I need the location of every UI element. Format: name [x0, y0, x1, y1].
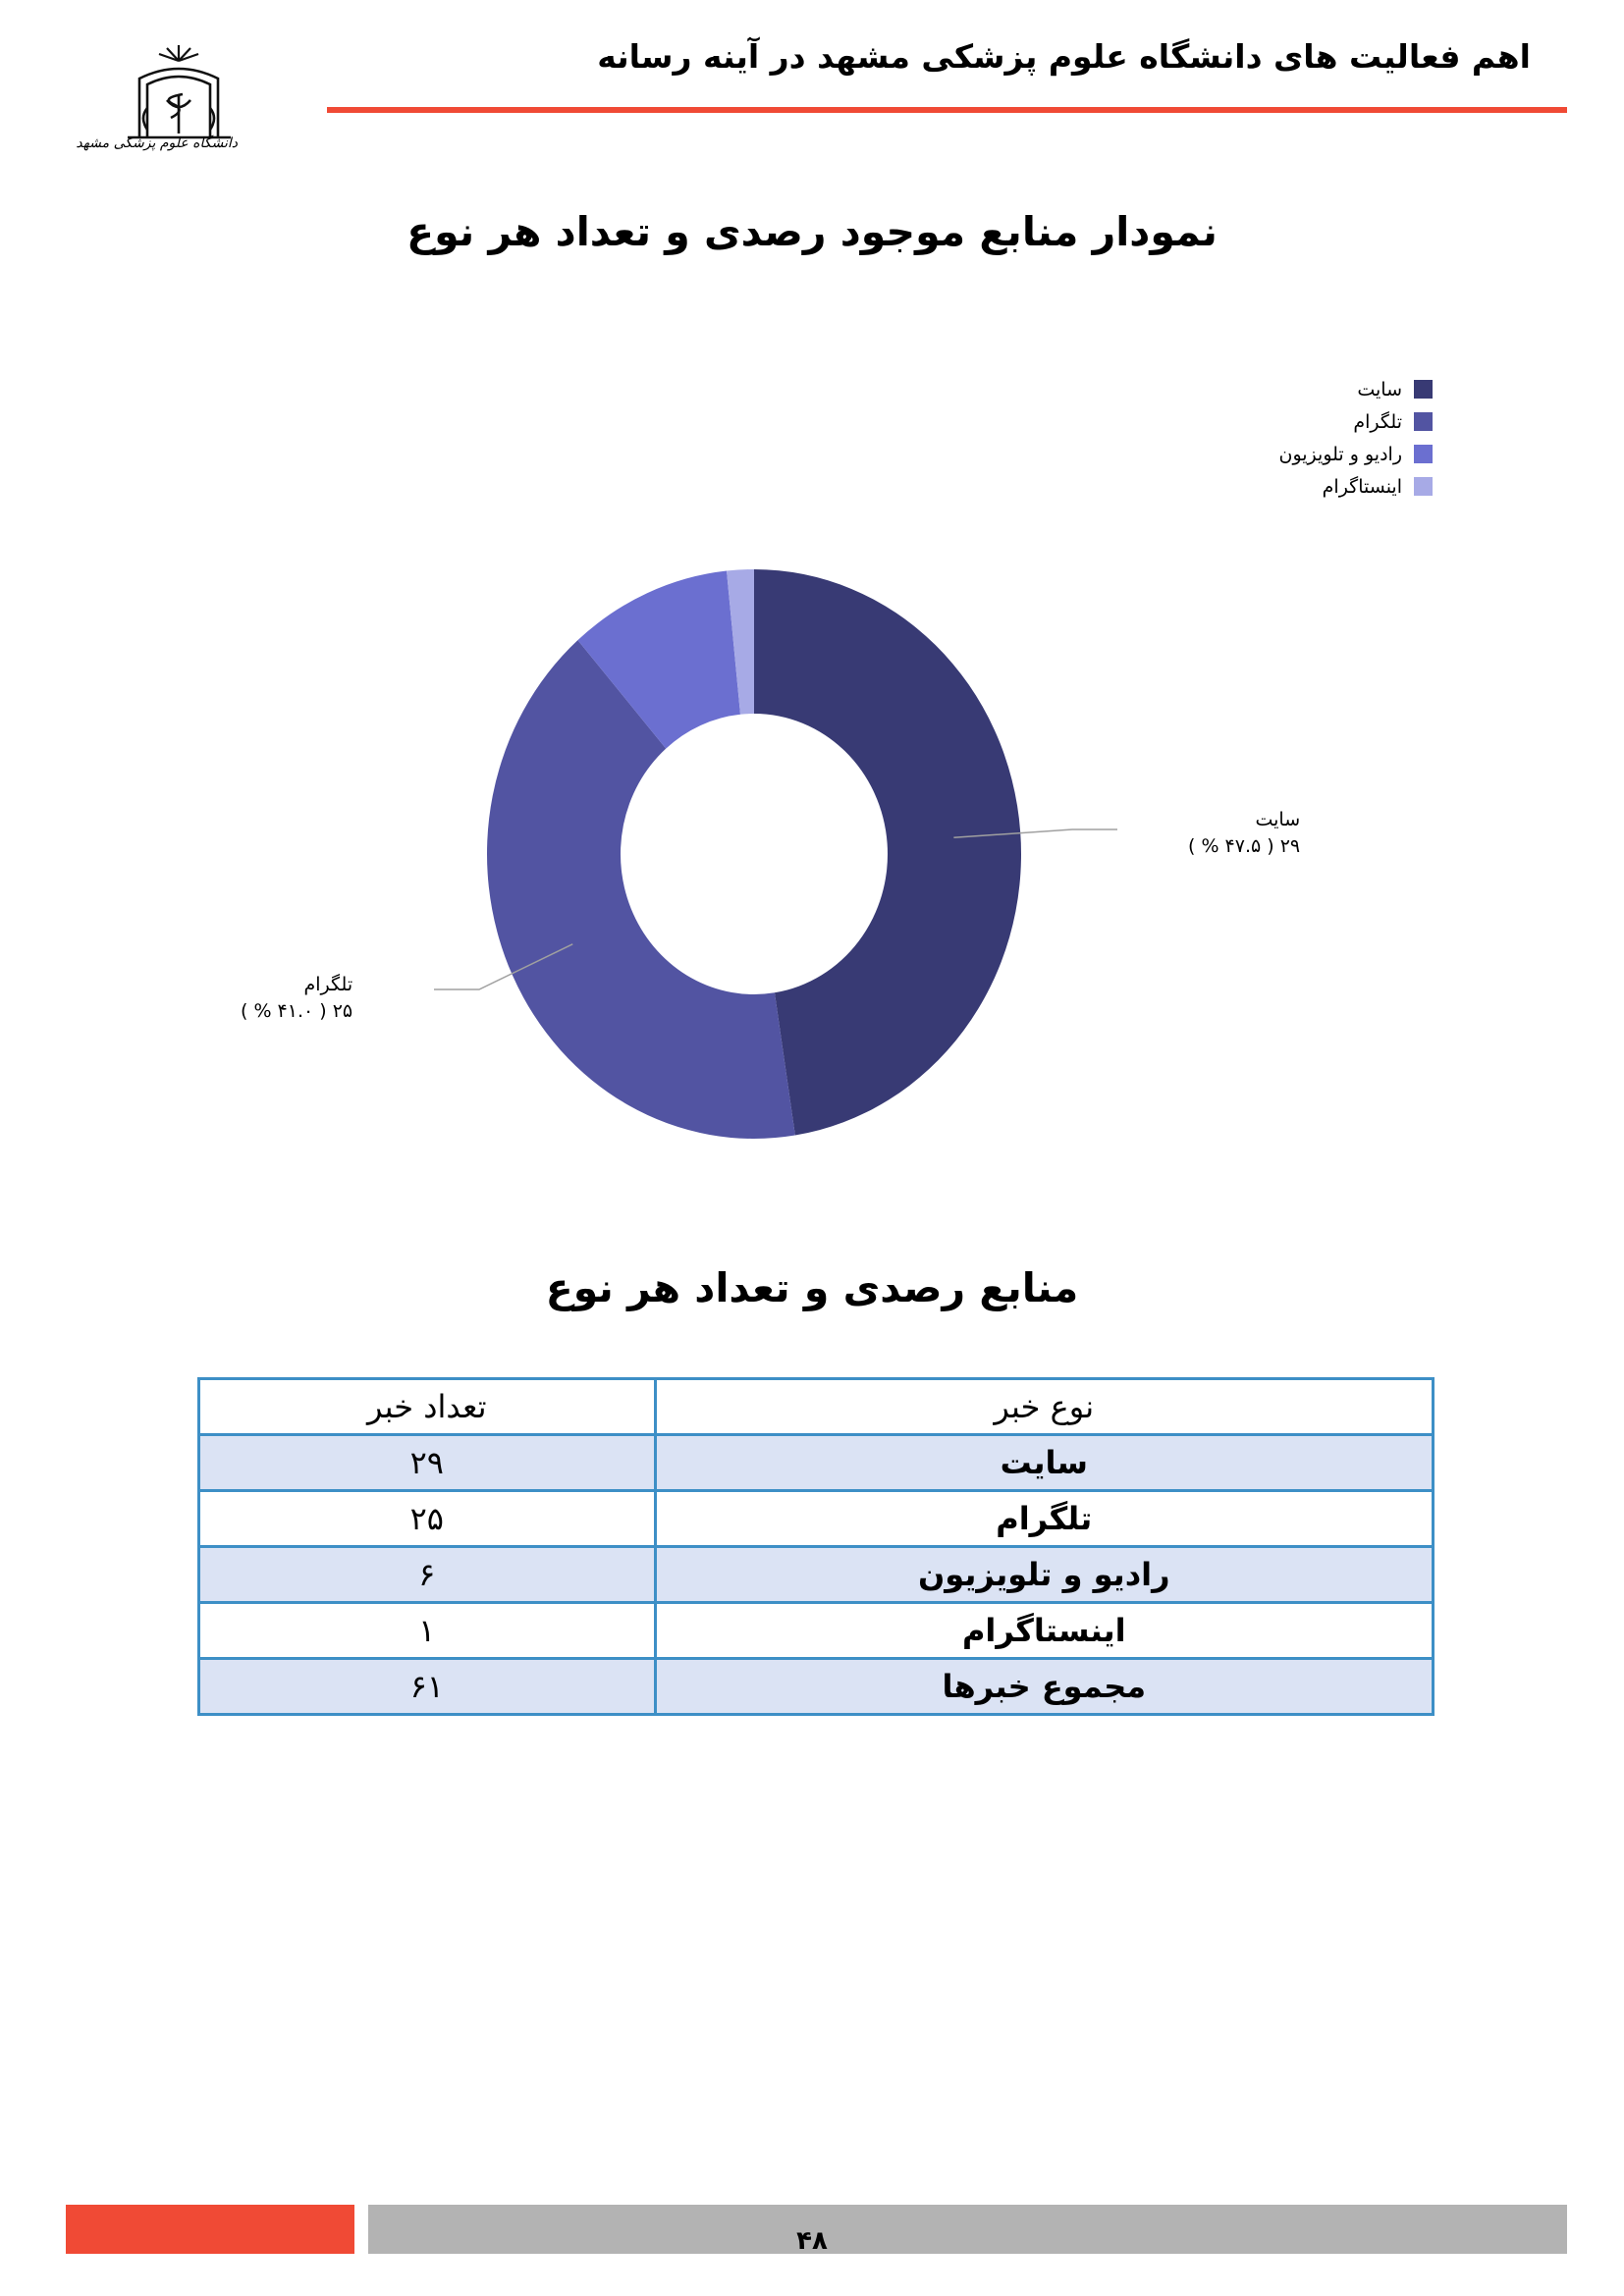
data-label-site-name: سایت — [1255, 809, 1301, 830]
document-header-title: اهم فعالیت های دانشگاه علوم پزشکی مشهد در آینه رسانه — [597, 37, 1531, 76]
legend-label-site: سایت — [1357, 378, 1402, 400]
cell-type: اینستاگرام — [655, 1603, 1434, 1659]
table-header-row — [199, 1379, 1434, 1435]
cell-type: تلگرام — [655, 1491, 1434, 1547]
table-row — [199, 1603, 1434, 1659]
table-row — [199, 1491, 1434, 1547]
table-heading: منابع رصدی و تعداد هر نوع — [545, 1264, 1079, 1311]
table-row — [199, 1547, 1434, 1603]
logo-caption: دانشگاه علوم پزشکی مشهد — [76, 135, 238, 151]
cell-type: سایت — [655, 1435, 1434, 1491]
cell-count: ۱ — [199, 1603, 656, 1659]
data-label-telegram-name: تلگرام — [303, 974, 353, 995]
slice-site — [754, 569, 1021, 1136]
cell-count: ۶ — [199, 1547, 656, 1603]
cell-count-total: ۶۱ — [199, 1659, 656, 1715]
data-label-site-value: ۲۹ ( ۴۷.۵ % ) — [1188, 835, 1301, 857]
cell-type: رادیو و تلویزیون — [655, 1547, 1434, 1603]
data-label-telegram-value: ۲۵ ( ۴۱.۰ % ) — [241, 1000, 353, 1022]
table-row-total — [199, 1659, 1434, 1715]
cell-count: ۲۵ — [199, 1491, 656, 1547]
legend-label-instagram: اینستاگرام — [1322, 475, 1402, 498]
legend-label-telegram: تلگرام — [1353, 410, 1402, 433]
cell-count: ۲۹ — [199, 1435, 656, 1491]
data-label-telegram — [241, 972, 352, 1025]
data-label-site — [1188, 807, 1300, 860]
chart-heading: نمودار منابع موجود رصدی و تعداد هر نوع — [406, 208, 1218, 255]
header-news-count: تعداد خبر — [199, 1379, 656, 1435]
legend-label-radio-tv: رادیو و تلویزیون — [1278, 443, 1402, 465]
sources-table — [197, 1377, 1435, 1716]
table-row — [199, 1435, 1434, 1491]
page-number: ۴۸ — [796, 2226, 828, 2256]
cell-type-total: مجموع خبرها — [655, 1659, 1434, 1715]
header-news-type: نوع خبر — [655, 1379, 1434, 1435]
